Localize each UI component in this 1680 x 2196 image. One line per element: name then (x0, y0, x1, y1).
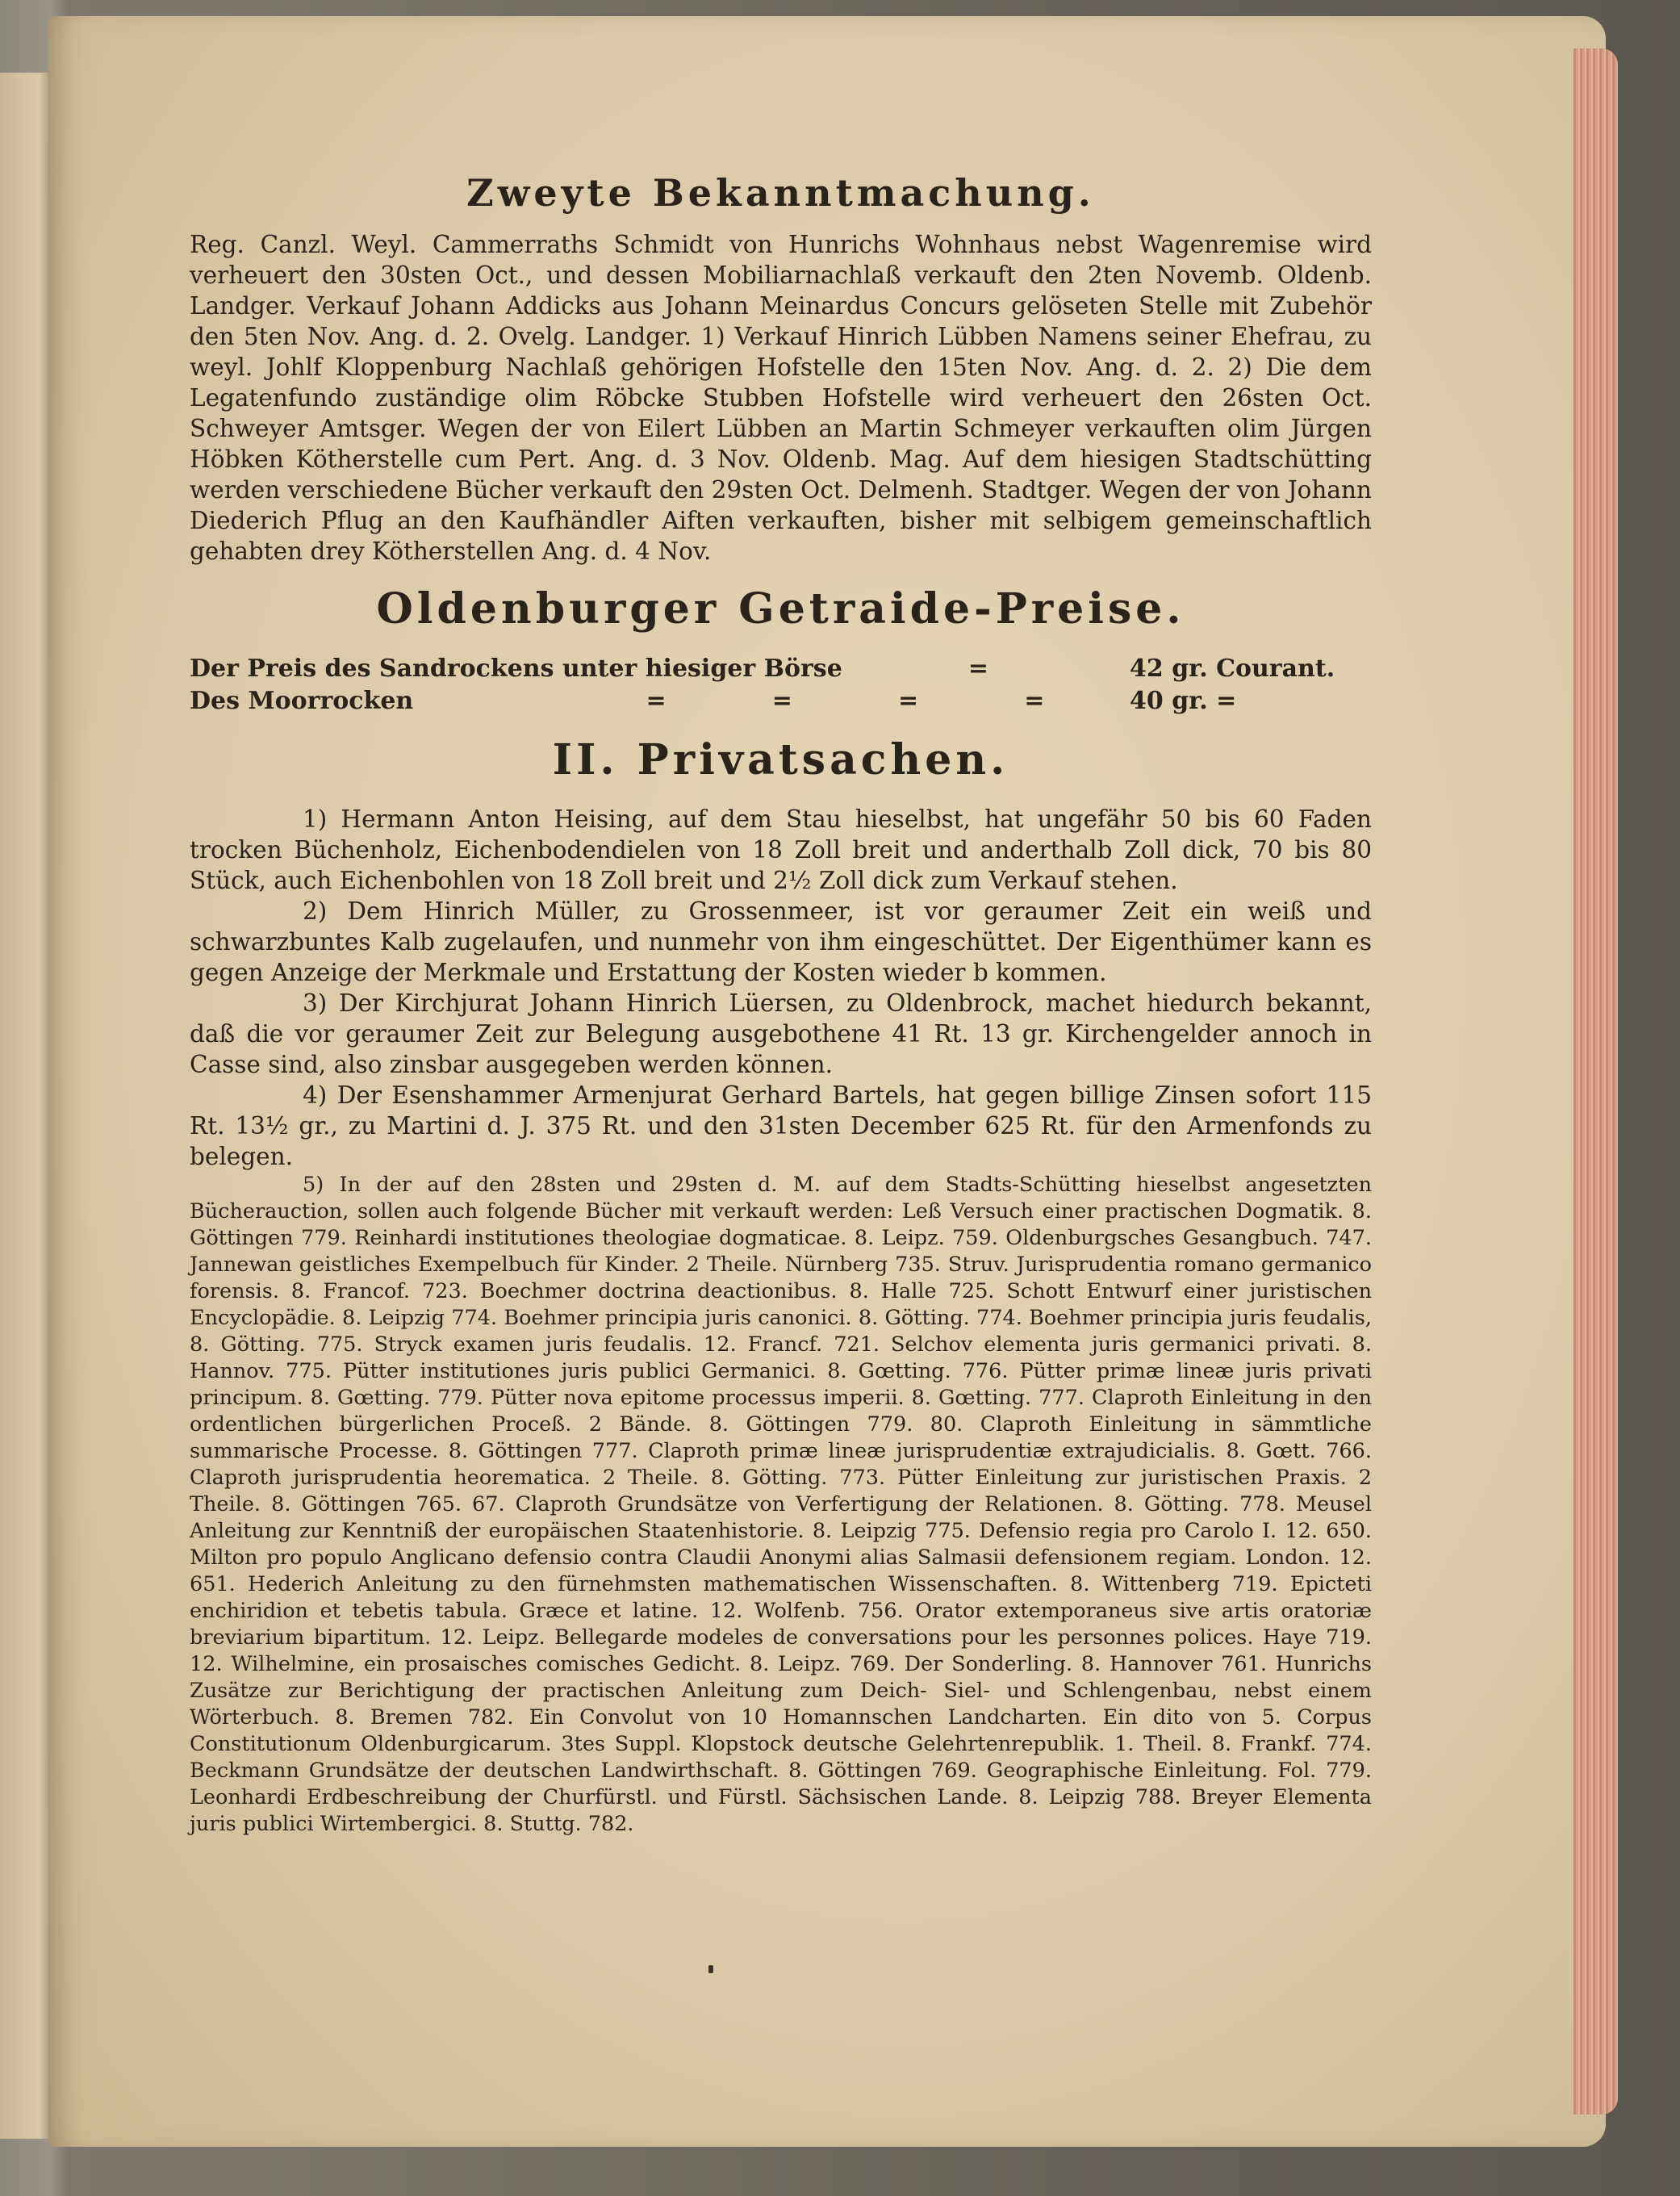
price-marks: = (967, 655, 989, 683)
item-paragraph: 4) Der Esenshammer Armenjurat Gerhard Bartels, hat gegen billige Zinsen sofort 115 Rt. 13½ gr., zu Martini d. J. 375 Rt. und den 31sten December 625 Rt. für den Armenfonds zu belegen. (190, 1081, 1372, 1170)
heading-privatsachen: II. Privatsachen. (552, 735, 1009, 784)
price-value: 42 gr. Courant. (1130, 655, 1335, 683)
item-paragraph: 1) Hermann Anton Heising, auf dem Stau hieselbst, hat ungefähr 50 bis 60 Faden trocken Büchenholz, Eichenbodendielen von 18 Zoll breit und anderthalb Zoll dick, 70 bis 80 Stück, auch Eichenbohlen von 18 Zoll breit und 2½ Zoll dick zum Verkauf stehen. (190, 805, 1372, 894)
item-paragraph: 3) Der Kirchjurat Johann Hinrich Lüersen, zu Oldenbrock, machet hiedurch bekannt, daß die vor geraumer Zeit zur Belegung ausgebothene 41 Rt. 13 gr. Kirchengelder annoch in Casse sind, also zinsbar ausgegeben werden können. (190, 989, 1372, 1078)
book-auction-paragraph: 5) In der auf den 28sten und 29sten d. M. auf dem Stadts-Schütting hieselbst angesetzten Bücherauction, sollen auch folgende Bücher mit verkauft werden: Leß Versuch einer practischen Dogmatik. 8. Göttingen 779. Reinhardi institutiones theologiae dogmaticae. 8. Leipz. 759. Oldenburgsches Gesangbuch. 747. Jannewan geistliches Exempelbuch für Kinder. 2 Theile. Nürnberg 735. Struv. Jurisprudentia romano germanico forensis. 8. Francof. 723. Boechmer doctrina deactionibus. 8. Halle 725. Schott Entwurf einer juristischen Encyclopädie. 8. Leipzig 774. Boehmer principia juris canonici. 8. Götting. 774. Boehmer principia juris feudalis, 8. Götting. 775. Stryck examen juris feudalis. 12. Francf. 721. Selchov elementa juris germanici privati. 8. Hannov. 775. Pütter institutiones juris publici Germanici. 8. Gœtting. 776. Pütter primæ lineæ juris privati principum. 8. Gœtting. 779. Pütter nova epitome processus imperii. 8. Gœtting. 777. Claproth Einleitung in den ordentlichen bürgerlichen Proceß. 2 Bände. 8. Göttingen 779. 80. Claproth Einleitung in sämmtliche summarische Processe. 8. Göttingen 777. Claproth primæ lineæ jurisprudentiæ extrajudicialis. 8. Gœtt. 766. Claproth jurisprudentia heorematica. 2 Theile. 8. Götting. 773. Pütter Einleitung zur juristischen Praxis. 2 Theile. 8. Göttingen 765. 67. Claproth Grundsätze von Verfertigung der Relationen. 8. Götting. 778. Meusel Anleitung zur Kenntniß der europäischen Staatenhistorie. 8. Leipzig 775. Defensio regia pro Carolo I. 12. 650. Milton pro populo Anglicano defensio contra Claudii Anonymi alias Salmasii defensionem regiam. London. 12. 651. Hederich Anleitung zu den fürnehmsten mathematischen Wissenschaften. 8. Wittenberg 719. Epicteti enchiridion et tebetis tabula. Græce et latine. 12. Wolfenb. 756. Orator extemporaneus sive artis oratoriæ breviarium bipartitum. 12. Leipz. Bellegarde modeles de conversations pour les personnes polices. Haye 719. 12. Wilhelmine, ein prosaisches comisches Gedicht. 8. Leipz. 769. Der Sonderling. 8. Hannover 761. Hunrichs Zusätze zur Berichtigung der practischen Anleitung zum Deich- Siel- und Schlengenbau, nebst einem Wörterbuch. 8. Bremen 782. Ein Convolut von 10 Homannschen Landcharten. Ein dito von 5. Corpus Constitutionum Oldenburgicarum. 3tes Suppl. Klopstock deutsche Gelehrtenrepublik. 1. Theil. 8. Frankf. 774. Beckmann Grundsätze der deutschen Landwirthschaft. 8. Göttingen 769. Geographische Einleitung. Fol. 779. Leonhardi Erdbeschreibung der Churfürstl. und Fürstl. Sächsischen Lande. 8. Leipzig 788. Breyer Elementa juris publici Wirtembergici. 8. Stuttg. 782. (190, 1173, 1372, 1836)
announcement-paragraph: Reg. Canzl. Weyl. Cammerraths Schmidt von Hunrichs Wohnhaus nebst Wagenremise wird verheuert den 30sten Oct., und dessen Mobiliarnachlaß verkauft den 2ten Novemb. Oldenb. Landger. Verkauf Johann Addicks aus Johann Meinardus Concurs gelöseten Stelle mit Zubehör den 5ten Nov. Ang. d. 2. Ovelg. Landger. 1) Verkauf Hinrich Lübben Namens seiner Ehefrau, zu weyl. Johlf Kloppenburg Nachlaß gehörigen Hofstelle den 15ten Nov. Ang. d. 2. 2) Die dem Legatenfundo zuständige olim Röbcke Stubben Hofstelle wird verheuert den 26sten Oct. Schweyer Amtsger. Wegen der von Eilert Lübben an Martin Schmeyer verkauften olim Jürgen Höbken Kötherstelle cum Pert. Ang. d. 3 Nov. Oldenb. Mag. Auf dem hiesigen Stadtschütting werden verschiedene Bücher verkauft den 29sten Oct. Delmenh. Stadtger. Wegen der von Johann Diederich Pflug an den Kaufhändler Aiften verkauften, bisher mit selbigem gemeinschaftlich gehabten drey Kötherstellen Ang. d. 4 Nov. (190, 231, 1372, 565)
price-row-moorrocken (190, 685, 1372, 717)
price-value: 40 gr. = (1130, 687, 1237, 715)
price-row-sandrocken (190, 653, 1372, 685)
heading-getraide-preise: Oldenburger Getraide-Preise. (376, 584, 1185, 634)
price-marks: = = = = (646, 687, 1045, 715)
page-fore-edge (1573, 48, 1618, 2114)
item-paragraph: 2) Dem Hinrich Müller, zu Grossenmeer, ist vor geraumer Zeit ein weiß und schwarzbuntes Kalb zugelaufen, und nunmehr von ihm eingeschüttet. Der Eigenthümer kann es gegen Anzeige der Merkmale und Erstattung der Kosten wieder b kommen. (190, 897, 1372, 986)
price-label: Der Preis des Sandrockens unter hiesiger Börse (190, 655, 842, 683)
price-label: Des Moorrocken (190, 687, 414, 715)
page-text (190, 161, 1372, 1838)
page-ink-mark (708, 1965, 713, 1973)
heading-zweyte-bekanntmachung: Zweyte Bekanntmachung. (466, 171, 1095, 215)
